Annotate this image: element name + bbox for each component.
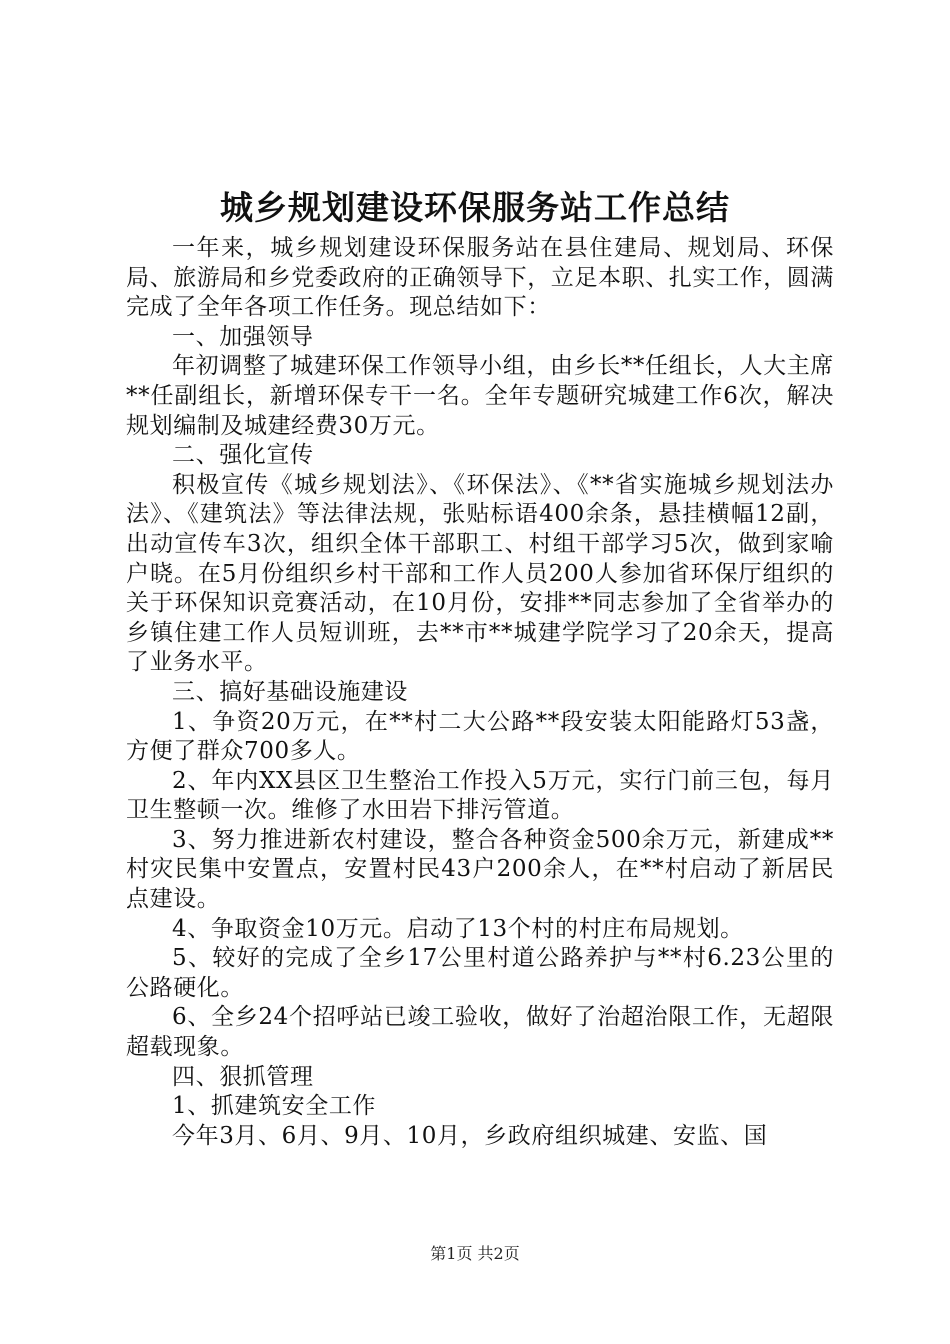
section-heading-leadership: 一、加强领导: [172, 323, 314, 350]
paragraph-publicity: 积极宣传《城乡规划法》、《环保法》、《**省实施城乡规划法办法》、《建筑法》等法律法规，张贴标语400余条，悬挂横幅12副，出动宣传车3次，组织全体干部职工、村组干部学习5次，做到家喻户晓。在5月份组织乡村干部和工作人员200人参加省环保厅组织的关于环保知识竞赛活动，在10月份，安排**同志参加了全省举办的乡镇住建工作人员短训班，去**市**城建学院学习了20余天，提高了业务水平。: [126, 471, 834, 676]
list-item-infrastructure-4: 4、争取资金10万元。启动了13个村的村庄布局规划。: [172, 915, 744, 942]
page-footer: [0, 1243, 950, 1265]
page-number: 第1页: [430, 1244, 473, 1263]
paragraph-leadership: 年初调整了城建环保工作领导小组，由乡长**任组长，人大主席**任副组长，新增环保专干一名。全年专题研究城建工作6次，解决规划编制及城建经费30万元。: [126, 353, 834, 439]
list-item-infrastructure-5: 5、较好的完成了全乡17公里村道公路养护与**村6.23公里的公路硬化。: [126, 945, 834, 1001]
list-item-infrastructure-6: 6、全乡24个招呼站已竣工验收，做好了治超治限工作，无超限超载现象。: [126, 1004, 834, 1061]
page-total: 共2页: [477, 1244, 520, 1263]
subsection-heading-construction-safety: 1、抓建筑安全工作: [172, 1093, 377, 1120]
list-item-infrastructure-1: 1、争资20万元，在**村二大公路**段安装太阳能路灯53盏，方便了群众700多人。: [126, 708, 834, 765]
intro-paragraph: 一年来，城乡规划建设环保服务站在县住建局、规划局、环保局、旅游局和乡党委政府的正确领导下，立足本职、扎实工作，圆满完成了全年各项工作任务。现总结如下：: [126, 235, 834, 321]
section-heading-infrastructure: 三、搞好基础设施建设: [172, 678, 408, 705]
paragraph-construction-safety: 今年3月、6月、9月、10月，乡政府组织城建、安监、国: [172, 1122, 768, 1149]
list-item-infrastructure-2: 2、年内XX县区卫生整治工作投入5万元，实行门前三包，每月卫生整顿一次。维修了水田岩下排污管道。: [126, 767, 834, 824]
list-item-infrastructure-3: 3、努力推进新农村建设，整合各种资金500余万元，新建成**村灾民集中安置点，安置村民43户200余人，在**村启动了新居民点建设。: [126, 826, 834, 913]
section-heading-management: 四、狠抓管理: [172, 1063, 314, 1090]
document-body: [126, 234, 834, 1151]
document-title: 城乡规划建设环保服务站工作总结: [220, 188, 730, 227]
section-heading-publicity: 二、强化宣传: [172, 442, 314, 469]
